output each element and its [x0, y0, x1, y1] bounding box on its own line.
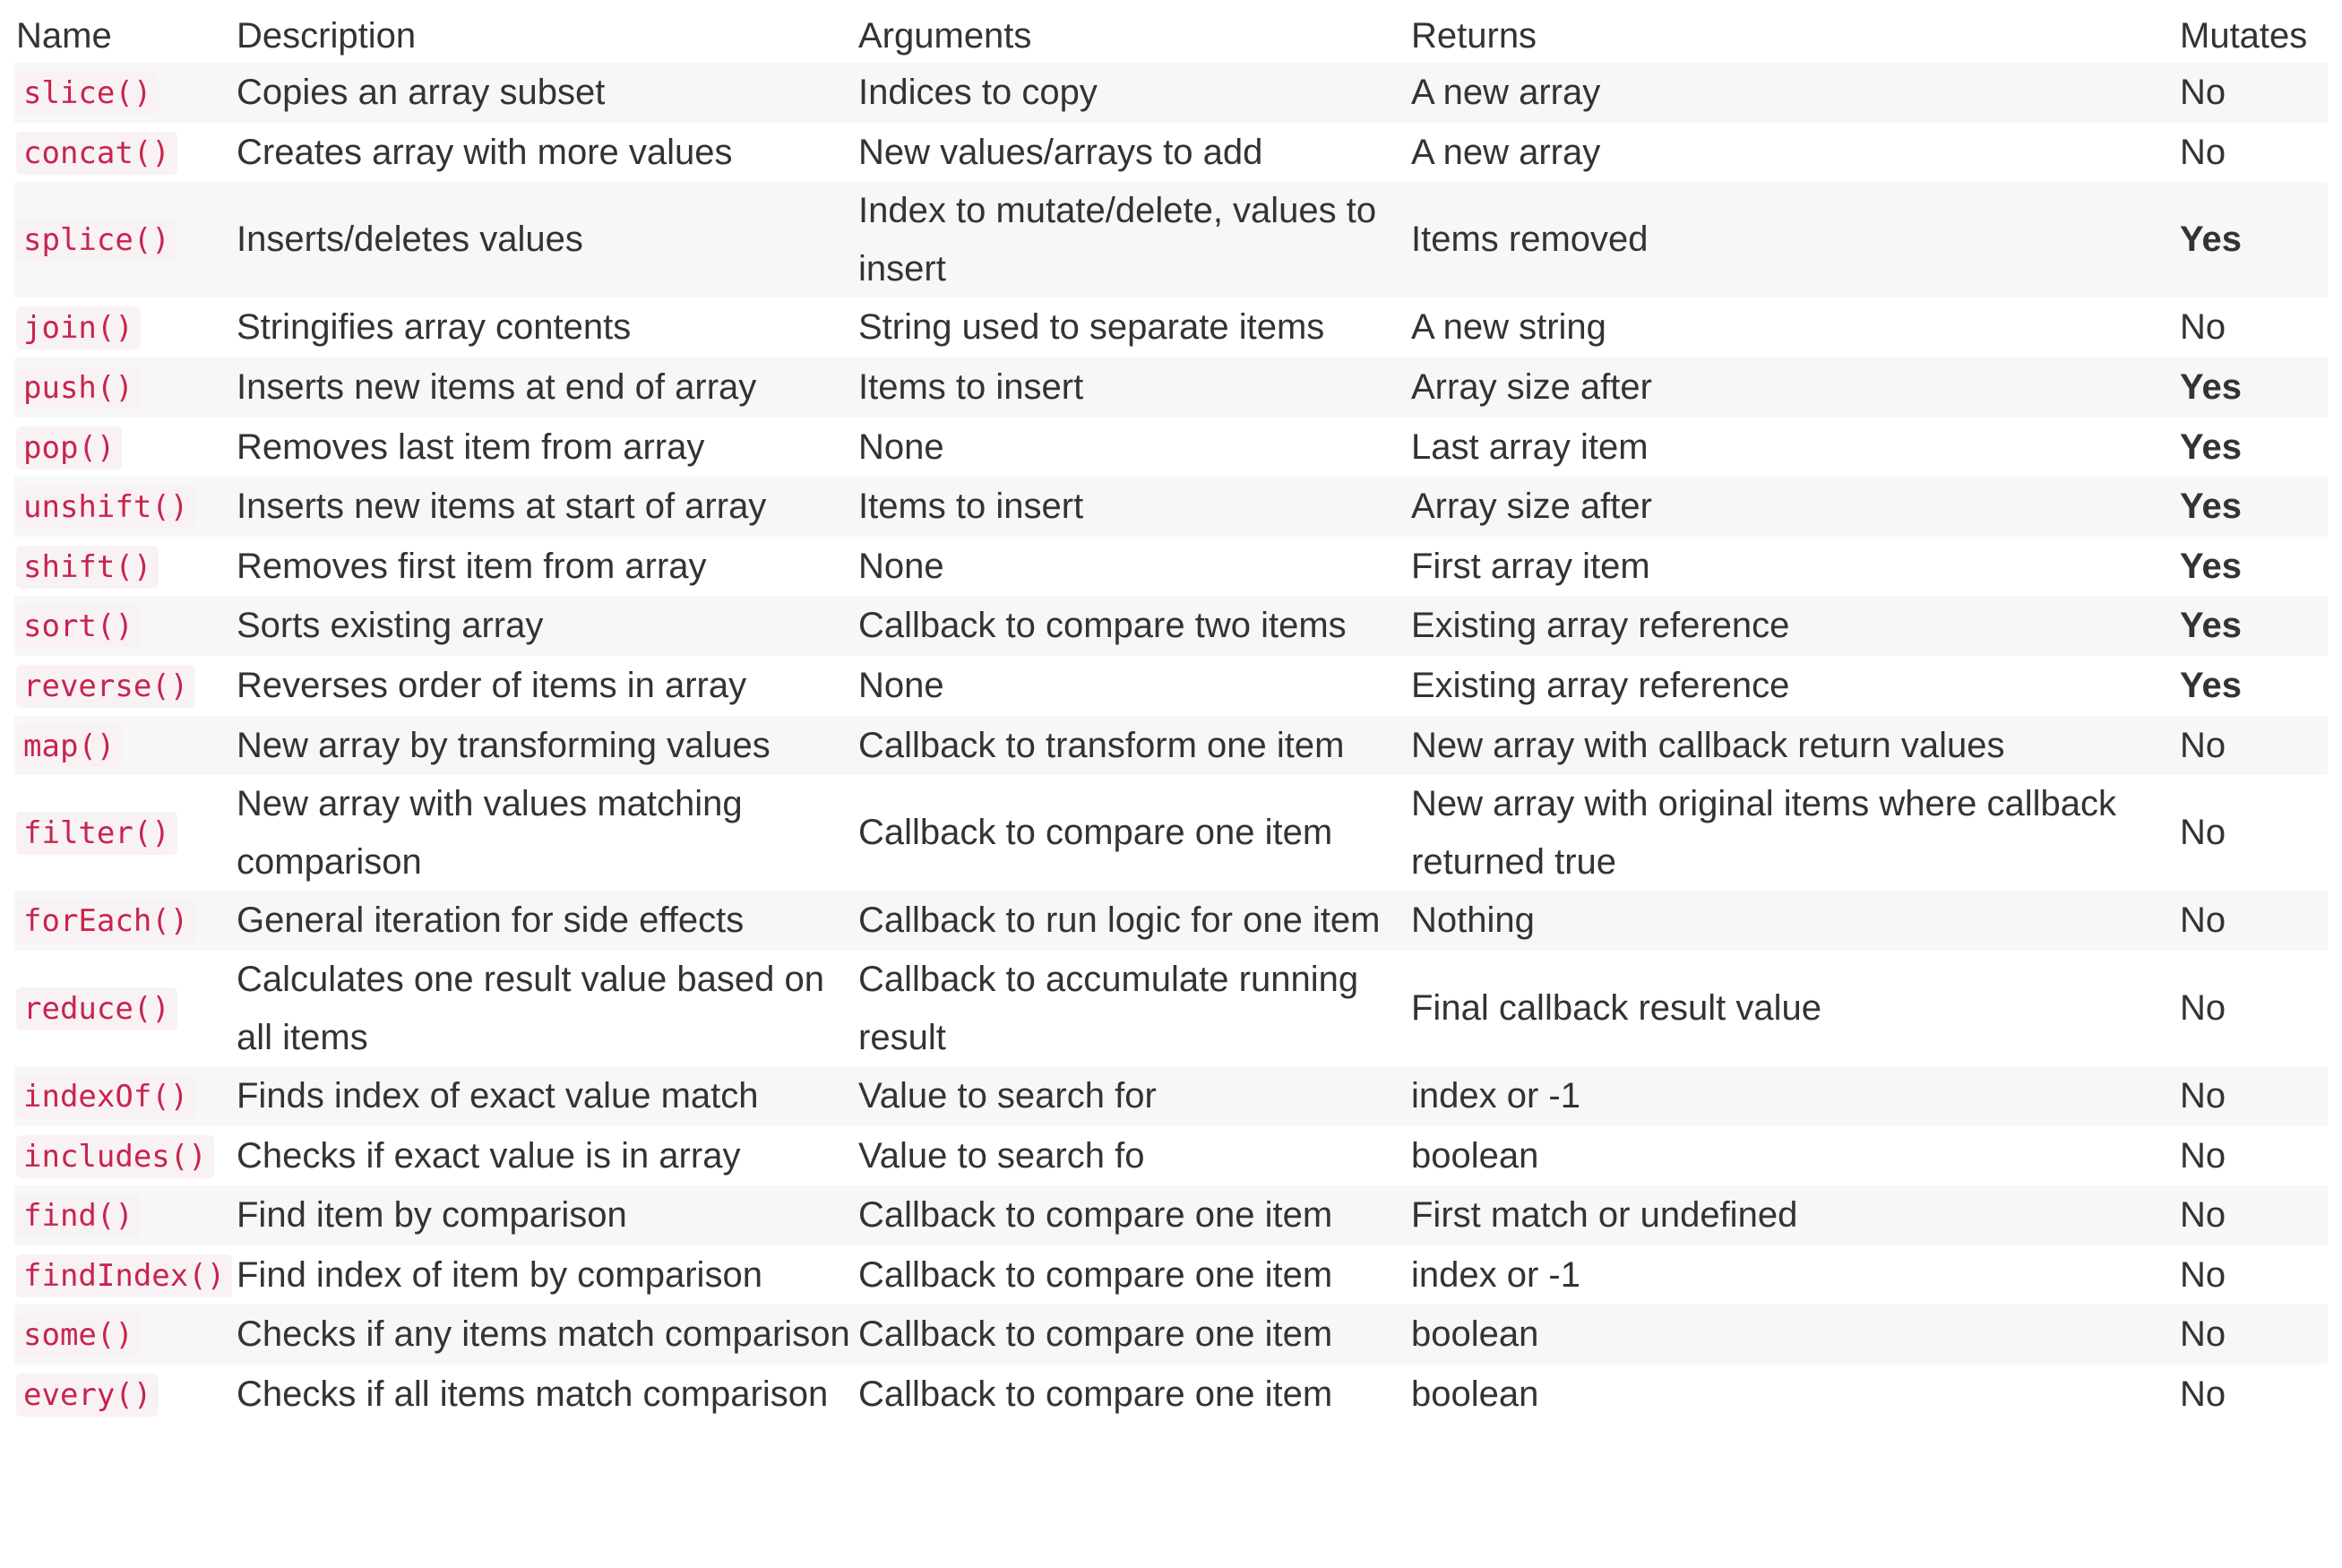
cell-arguments: Index to mutate/delete, values to insert: [853, 182, 1406, 297]
table-row: [14, 537, 2328, 597]
cell-arguments: Callback to compare two items: [853, 596, 1406, 656]
method-name-code: some(): [16, 1314, 141, 1357]
method-name-code: every(): [16, 1374, 159, 1417]
cell-name: [14, 1185, 228, 1245]
cell-arguments: None: [853, 656, 1406, 716]
table-row: [14, 358, 2328, 418]
cell-returns: New array with original items where callback returned true: [1406, 775, 2174, 891]
cell-mutates: No: [2174, 1126, 2328, 1186]
cell-arguments: None: [853, 418, 1406, 478]
cell-returns: First array item: [1406, 537, 2174, 597]
table-row: [14, 182, 2328, 297]
cell-arguments: Callback to compare one item: [853, 1185, 1406, 1245]
cell-name: [14, 596, 228, 656]
cell-returns: boolean: [1406, 1126, 2174, 1186]
header-mutates: Mutates: [2180, 16, 2308, 56]
cell-returns: A new array: [1406, 123, 2174, 183]
cell-description: Find item by comparison: [228, 1185, 853, 1245]
cell-mutates: Yes: [2174, 656, 2328, 716]
cell-mutates: No: [2174, 1185, 2328, 1245]
method-name-code: includes(): [16, 1135, 214, 1178]
table-row: [14, 297, 2328, 358]
table-header: [14, 9, 2328, 63]
table-body: [14, 63, 2328, 1425]
cell-description: Removes first item from array: [228, 537, 853, 597]
cell-mutates: Yes: [2174, 358, 2328, 418]
cell-name: [14, 297, 228, 358]
cell-name: [14, 775, 228, 891]
cell-returns: A new string: [1406, 297, 2174, 358]
table-row: [14, 775, 2328, 891]
cell-name: [14, 123, 228, 183]
method-name-code: splice(): [16, 219, 177, 262]
cell-name: [14, 1245, 228, 1305]
method-name-code: reverse(): [16, 665, 195, 708]
cell-mutates: Yes: [2174, 596, 2328, 656]
cell-mutates: Yes: [2174, 477, 2328, 537]
cell-arguments: Items to insert: [853, 358, 1406, 418]
cell-description: Checks if exact value is in array: [228, 1126, 853, 1186]
method-name-code: find(): [16, 1194, 141, 1237]
cell-arguments: New values/arrays to add: [853, 123, 1406, 183]
method-name-code: forEach(): [16, 900, 195, 943]
cell-arguments: None: [853, 537, 1406, 597]
method-name-code: reduce(): [16, 987, 177, 1030]
cell-name: [14, 716, 228, 776]
cell-returns: Final callback result value: [1406, 951, 2174, 1066]
cell-description: Removes last item from array: [228, 418, 853, 478]
cell-mutates: No: [2174, 297, 2328, 358]
cell-description: New array with values matching comparison: [228, 775, 853, 891]
table-row: [14, 716, 2328, 776]
array-methods-table: [14, 9, 2328, 1425]
cell-arguments: String used to separate items: [853, 297, 1406, 358]
method-name-code: unshift(): [16, 486, 195, 529]
cell-arguments: Callback to run logic for one item: [853, 891, 1406, 951]
cell-name: [14, 1126, 228, 1186]
cell-returns: Array size after: [1406, 358, 2174, 418]
table-row: [14, 1305, 2328, 1365]
cell-description: Checks if any items match comparison: [228, 1305, 853, 1365]
cell-arguments: Callback to compare one item: [853, 1365, 1406, 1425]
array-methods-table-container: [14, 9, 2328, 1425]
cell-name: [14, 951, 228, 1066]
cell-description: Finds index of exact value match: [228, 1066, 853, 1126]
cell-description: Inserts/deletes values: [228, 182, 853, 297]
cell-description: Find index of item by comparison: [228, 1245, 853, 1305]
cell-name: [14, 63, 228, 123]
method-name-code: sort(): [16, 605, 141, 648]
cell-description: Checks if all items match comparison: [228, 1365, 853, 1425]
table-row: [14, 1245, 2328, 1305]
cell-description: Copies an array subset: [228, 63, 853, 123]
table-row: [14, 596, 2328, 656]
table-row: [14, 477, 2328, 537]
cell-mutates: No: [2174, 1365, 2328, 1425]
table-row: [14, 123, 2328, 183]
table-row: [14, 1066, 2328, 1126]
cell-mutates: Yes: [2174, 182, 2328, 297]
cell-mutates: No: [2174, 716, 2328, 776]
cell-arguments: Indices to copy: [853, 63, 1406, 123]
cell-name: [14, 1365, 228, 1425]
header-row: [14, 9, 2328, 63]
cell-returns: New array with callback return values: [1406, 716, 2174, 776]
cell-returns: Array size after: [1406, 477, 2174, 537]
method-name-code: findIndex(): [16, 1254, 232, 1297]
cell-returns: boolean: [1406, 1305, 2174, 1365]
cell-returns: First match or undefined: [1406, 1185, 2174, 1245]
cell-description: New array by transforming values: [228, 716, 853, 776]
cell-name: [14, 358, 228, 418]
cell-arguments: Callback to compare one item: [853, 1305, 1406, 1365]
cell-name: [14, 418, 228, 478]
cell-description: General iteration for side effects: [228, 891, 853, 951]
cell-arguments: Items to insert: [853, 477, 1406, 537]
header-arguments: Arguments: [858, 16, 1032, 56]
cell-returns: index or -1: [1406, 1066, 2174, 1126]
cell-mutates: Yes: [2174, 418, 2328, 478]
cell-returns: index or -1: [1406, 1245, 2174, 1305]
cell-returns: boolean: [1406, 1365, 2174, 1425]
method-name-code: slice(): [16, 72, 159, 115]
cell-name: [14, 1305, 228, 1365]
table-row: [14, 656, 2328, 716]
table-row: [14, 418, 2328, 478]
cell-name: [14, 1066, 228, 1126]
header-description: Description: [237, 16, 417, 56]
method-name-code: pop(): [16, 426, 122, 470]
table-row: [14, 951, 2328, 1066]
cell-name: [14, 656, 228, 716]
cell-name: [14, 891, 228, 951]
cell-mutates: No: [2174, 123, 2328, 183]
method-name-code: shift(): [16, 546, 159, 589]
table-row: [14, 1365, 2328, 1425]
header-name: Name: [16, 16, 112, 56]
cell-description: Sorts existing array: [228, 596, 853, 656]
header-returns: Returns: [1411, 16, 1537, 56]
cell-name: [14, 182, 228, 297]
method-name-code: concat(): [16, 132, 177, 175]
cell-mutates: No: [2174, 1245, 2328, 1305]
method-name-code: indexOf(): [16, 1075, 195, 1118]
cell-name: [14, 537, 228, 597]
cell-arguments: Callback to accumulate running result: [853, 951, 1406, 1066]
cell-description: Stringifies array contents: [228, 297, 853, 358]
method-name-code: push(): [16, 366, 141, 409]
cell-arguments: Value to search for: [853, 1066, 1406, 1126]
table-row: [14, 63, 2328, 123]
cell-arguments: Value to search fo: [853, 1126, 1406, 1186]
cell-mutates: No: [2174, 1066, 2328, 1126]
cell-arguments: Callback to compare one item: [853, 1245, 1406, 1305]
table-row: [14, 1185, 2328, 1245]
cell-mutates: No: [2174, 1305, 2328, 1365]
cell-mutates: No: [2174, 951, 2328, 1066]
method-name-code: map(): [16, 725, 122, 768]
cell-returns: A new array: [1406, 63, 2174, 123]
cell-description: Creates array with more values: [228, 123, 853, 183]
cell-returns: Last array item: [1406, 418, 2174, 478]
cell-returns: Existing array reference: [1406, 656, 2174, 716]
cell-arguments: Callback to transform one item: [853, 716, 1406, 776]
cell-mutates: Yes: [2174, 537, 2328, 597]
cell-mutates: No: [2174, 63, 2328, 123]
cell-description: Reverses order of items in array: [228, 656, 853, 716]
cell-name: [14, 477, 228, 537]
table-row: [14, 1126, 2328, 1186]
cell-returns: Items removed: [1406, 182, 2174, 297]
cell-mutates: No: [2174, 775, 2328, 891]
table-row: [14, 891, 2328, 951]
cell-description: Inserts new items at start of array: [228, 477, 853, 537]
method-name-code: filter(): [16, 812, 177, 855]
cell-description: Inserts new items at end of array: [228, 358, 853, 418]
cell-arguments: Callback to compare one item: [853, 775, 1406, 891]
cell-mutates: No: [2174, 891, 2328, 951]
cell-returns: Nothing: [1406, 891, 2174, 951]
cell-description: Calculates one result value based on all items: [228, 951, 853, 1066]
method-name-code: join(): [16, 306, 141, 349]
cell-returns: Existing array reference: [1406, 596, 2174, 656]
